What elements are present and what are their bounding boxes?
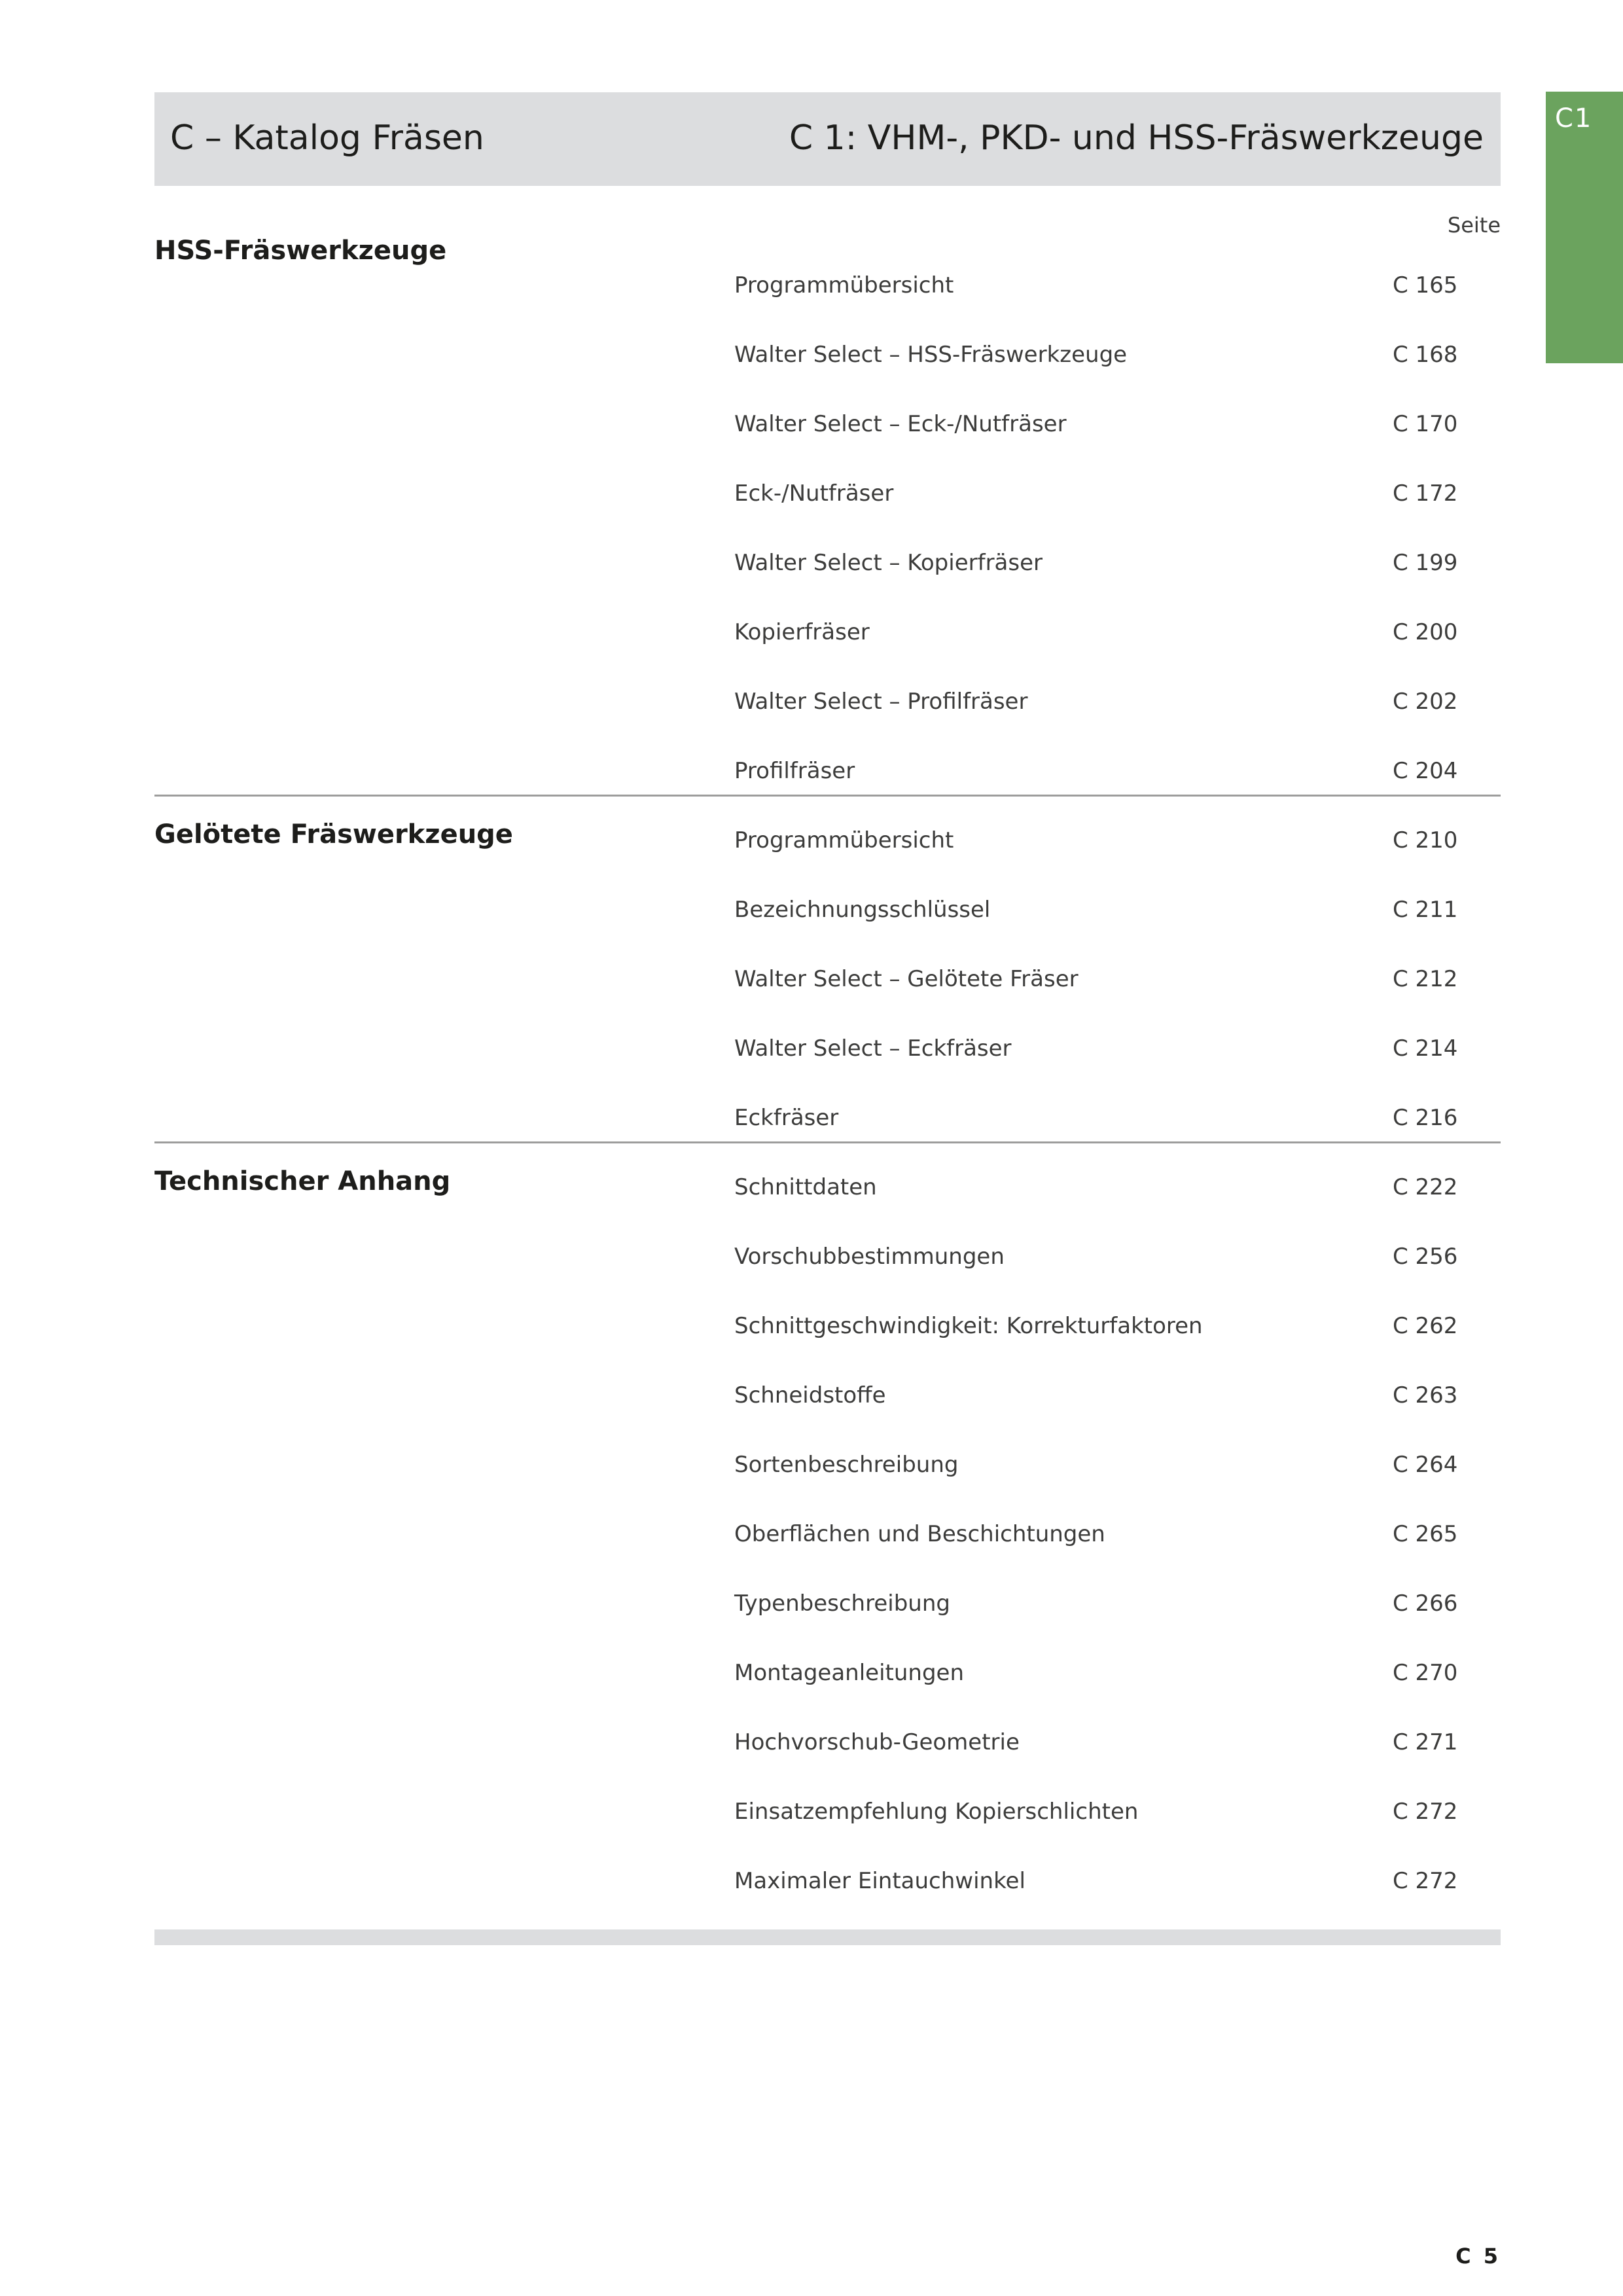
toc-entry-label: Einsatzempfehlung Kopierschlichten [734, 1799, 1139, 1825]
toc-entry-label: Maximaler Eintauchwinkel [734, 1868, 1026, 1894]
toc-entry-page: C 172 [1393, 480, 1458, 507]
toc-entry-label: Typenbeschreibung [734, 1590, 950, 1617]
toc-entry[interactable] [734, 1098, 1501, 1138]
toc-entry-page: C 265 [1393, 1521, 1458, 1547]
toc-entry[interactable] [734, 404, 1501, 444]
page-header [154, 92, 1501, 186]
toc-entry[interactable] [734, 1029, 1501, 1068]
toc-entry-page: C 210 [1393, 827, 1458, 853]
section-divider [154, 795, 1501, 797]
toc-entry[interactable] [734, 266, 1501, 305]
bottom-divider-bar [154, 1929, 1501, 1945]
toc-entry-label: Vorschubbestimmungen [734, 1244, 1005, 1270]
toc-entry-label: Walter Select – Profilfräser [734, 689, 1028, 715]
toc-entry-page: C 212 [1393, 966, 1458, 992]
toc-entry-page: C 202 [1393, 689, 1458, 715]
chapter-tab-label: C1 [1555, 103, 1593, 134]
toc-entry-label: Profilfräser [734, 758, 855, 784]
toc-entry-page: C 216 [1393, 1105, 1458, 1131]
toc-entry-page: C 270 [1393, 1660, 1458, 1686]
section-divider [154, 1141, 1501, 1143]
toc-entry-label: Walter Select – HSS-Fräswerkzeuge [734, 342, 1128, 368]
toc-entry-page: C 165 [1393, 272, 1458, 298]
toc-entry-page: C 256 [1393, 1244, 1458, 1270]
toc-entry[interactable] [734, 1723, 1501, 1762]
toc-entry[interactable] [734, 1168, 1501, 1207]
toc-entry[interactable] [734, 335, 1501, 374]
toc-entry[interactable] [734, 1237, 1501, 1276]
toc-entry-page: C 214 [1393, 1035, 1458, 1062]
toc-entry-label: Schnittgeschwindigkeit: Korrekturfaktoren [734, 1313, 1203, 1339]
toc-entry[interactable] [734, 1515, 1501, 1554]
toc-entry[interactable] [734, 1584, 1501, 1623]
toc-entry-label: Kopierfräser [734, 619, 870, 645]
toc-entry[interactable] [734, 821, 1501, 860]
toc-entry[interactable] [734, 1792, 1501, 1831]
toc-entry-page: C 204 [1393, 758, 1458, 784]
toc-entry[interactable] [734, 1861, 1501, 1901]
toc-section [154, 795, 1501, 1141]
catalog-title: C – Katalog Fräsen [170, 118, 484, 158]
toc-entry[interactable] [734, 960, 1501, 999]
toc-entry-label: Oberflächen und Beschichtungen [734, 1521, 1105, 1547]
toc-entry-label: Eckfräser [734, 1105, 839, 1131]
toc-entry-page: C 272 [1393, 1799, 1458, 1825]
toc-entry[interactable] [734, 1306, 1501, 1346]
chapter-title: C 1: VHM-, PKD- und HSS-Fräswerkzeuge [789, 118, 1484, 158]
page-column-header: Seite [1447, 213, 1501, 238]
toc-entry[interactable] [734, 543, 1501, 583]
chapter-tab[interactable] [1546, 92, 1623, 363]
toc-entry-label: Walter Select – Kopierfräser [734, 550, 1043, 576]
toc-entry-page: C 271 [1393, 1729, 1458, 1755]
section-title: Technischer Anhang [154, 1166, 451, 1196]
toc-entry-label: Programmübersicht [734, 272, 954, 298]
toc-entry-label: Schnittdaten [734, 1174, 877, 1200]
toc-entry-label: Walter Select – Gelötete Fräser [734, 966, 1079, 992]
toc-entry-page: C 263 [1393, 1382, 1458, 1408]
toc-section [154, 1141, 1501, 1905]
toc-entry-page: C 272 [1393, 1868, 1458, 1894]
toc-entry-page: C 211 [1393, 897, 1458, 923]
toc-entry-page: C 262 [1393, 1313, 1458, 1339]
toc-entry[interactable] [734, 1445, 1501, 1484]
toc-entry[interactable] [734, 682, 1501, 721]
toc-entry-label: Schneidstoffe [734, 1382, 886, 1408]
toc-entry-page: C 168 [1393, 342, 1458, 368]
toc-entry[interactable] [734, 1376, 1501, 1415]
toc-entry-label: Walter Select – Eck-/Nutfräser [734, 411, 1067, 437]
toc-entry-label: Sortenbeschreibung [734, 1452, 959, 1478]
toc-entry[interactable] [734, 613, 1501, 652]
toc-entry[interactable] [734, 890, 1501, 929]
toc-entry[interactable] [734, 751, 1501, 791]
section-title: HSS-Fräswerkzeuge [154, 236, 447, 266]
toc-entry-page: C 222 [1393, 1174, 1458, 1200]
toc-entry-label: Programmübersicht [734, 827, 954, 853]
toc-section [154, 236, 1501, 795]
toc-entry-label: Montageanleitungen [734, 1660, 965, 1686]
toc-entry-label: Eck-/Nutfräser [734, 480, 894, 507]
toc-entry-label: Hochvorschub-Geometrie [734, 1729, 1020, 1755]
toc-entry[interactable] [734, 474, 1501, 513]
toc-entry-page: C 199 [1393, 550, 1458, 576]
toc-entry-page: C 264 [1393, 1452, 1458, 1478]
toc-entry-label: Walter Select – Eckfräser [734, 1035, 1012, 1062]
toc-entry-page: C 170 [1393, 411, 1458, 437]
section-title: Gelötete Fräswerkzeuge [154, 819, 513, 850]
toc-entry-page: C 266 [1393, 1590, 1458, 1617]
page-number: C 5 [1455, 2244, 1501, 2269]
toc-entry-page: C 200 [1393, 619, 1458, 645]
toc-entry[interactable] [734, 1653, 1501, 1693]
toc-entry-label: Bezeichnungsschlüssel [734, 897, 991, 923]
